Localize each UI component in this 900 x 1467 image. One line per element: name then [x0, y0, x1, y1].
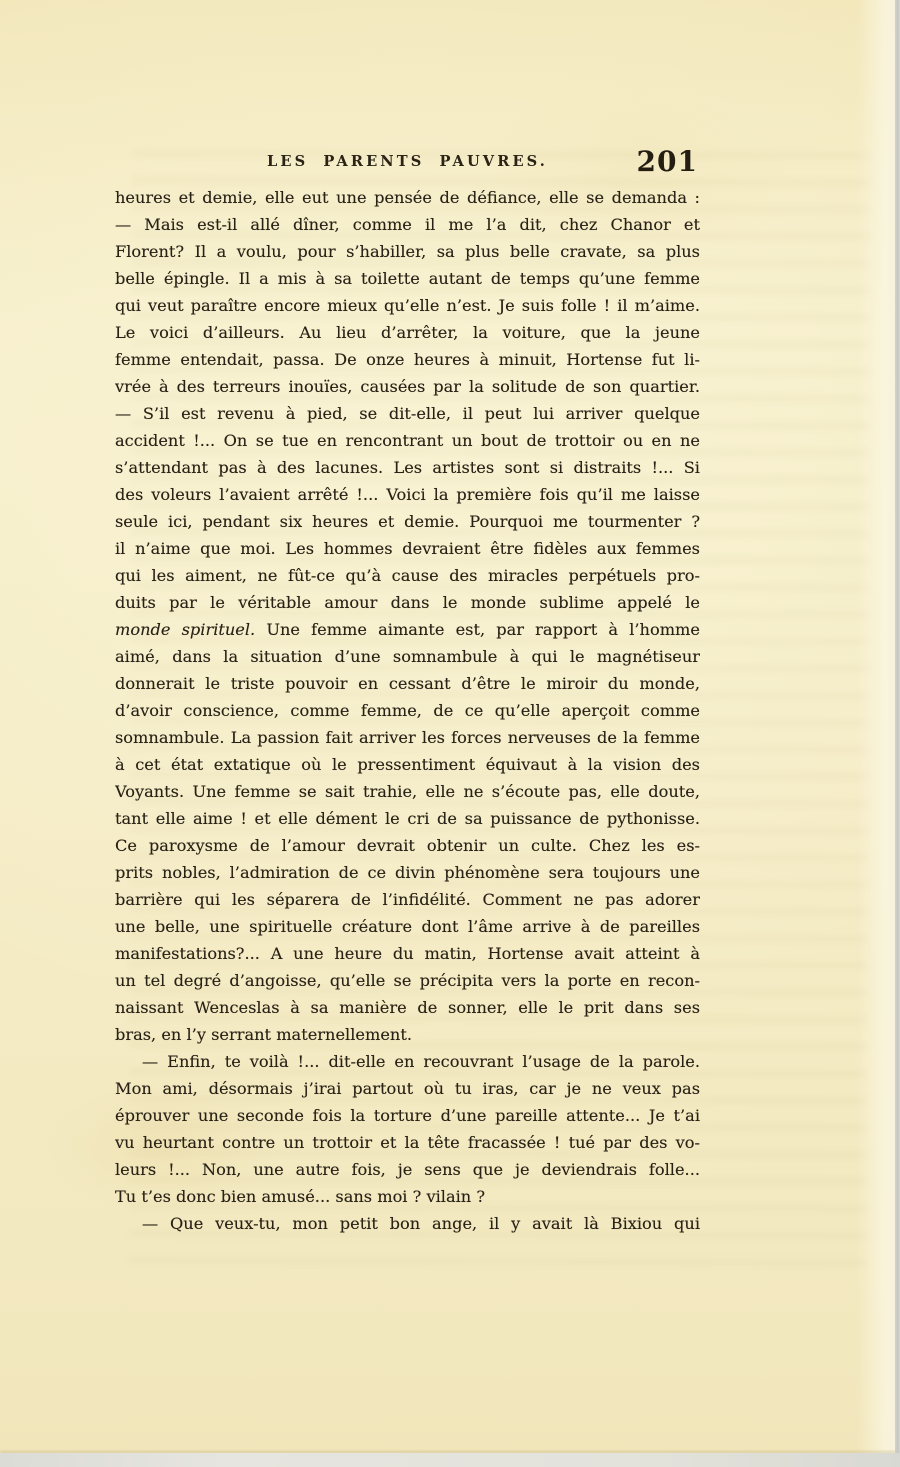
text-segment: naissant Wenceslas à sa manière de sonner, elle le prit dans ses — [115, 998, 700, 1017]
text-segment: duits par le véritable amour dans le monde sublime appelé le — [115, 593, 700, 612]
text-segment: à cet état extatique où le pressentiment équivaut à la vision des — [115, 755, 700, 774]
text-line — [115, 724, 700, 751]
text-segment: il n’aime que moi. Les hommes devraient être fidèles aux femmes — [115, 539, 700, 558]
text-segment: vrée à des terreurs inouïes, causées par la solitude de son quartier. — [115, 377, 700, 396]
text-segment: tant elle aime ! et elle dément le cri de sa puissance de pythonisse. — [115, 809, 700, 828]
text-line — [115, 184, 700, 211]
text-segment: vu heurtant contre un trottoir et la tête fracassée ! tué par des vo- — [115, 1133, 700, 1152]
text-line — [115, 265, 700, 292]
running-header — [115, 145, 700, 183]
text-line — [115, 508, 700, 535]
text-line — [115, 1156, 700, 1183]
text-line — [115, 481, 700, 508]
text-segment: bras, en l’y serrant maternellement. — [115, 1025, 412, 1044]
text-line — [115, 238, 700, 265]
text-line — [115, 994, 700, 1021]
text-line — [115, 1183, 700, 1210]
text-segment: s’attendant pas à des lacunes. Les artistes sont si distraits !... Si — [115, 458, 700, 477]
text-line — [115, 1129, 700, 1156]
text-segment: femme entendait, passa. De onze heures à minuit, Hortense fut li- — [115, 350, 700, 369]
text-segment: — Enfin, te voilà !... dit-elle en recouvrant l’usage de la parole. — [142, 1052, 700, 1071]
text-line — [115, 535, 700, 562]
text-line — [115, 454, 700, 481]
running-title: LES PARENTS PAUVRES. — [267, 153, 548, 170]
text-segment: somnambule. La passion fait arriver les forces nerveuses de la femme — [115, 728, 700, 747]
text-segment: Une femme aimante est, par rapport à l’homme — [255, 620, 700, 639]
text-segment: Voyants. Une femme se sait trahie, elle ne s’écoute pas, elle doute, — [115, 782, 700, 801]
scan-right-edge — [895, 0, 900, 1467]
text-segment: donnerait le triste pouvoir en cessant d’être le miroir du monde, — [115, 674, 700, 693]
scan-bottom-edge — [0, 1453, 900, 1467]
text-segment: une belle, une spirituelle créature dont l’âme arrive à de pareilles — [115, 917, 700, 936]
text-line — [115, 778, 700, 805]
page-body-text — [115, 184, 700, 1237]
text-line — [115, 346, 700, 373]
scan-right-paper-edge — [857, 0, 895, 1467]
text-segment: d’avoir conscience, comme femme, de ce qu’elle aperçoit comme — [115, 701, 700, 720]
text-segment: Ce paroxysme de l’amour devrait obtenir un culte. Chez les es- — [115, 836, 700, 855]
text-line — [115, 697, 700, 724]
text-line — [115, 562, 700, 589]
text-line — [115, 670, 700, 697]
text-line — [115, 751, 700, 778]
text-line — [115, 1102, 700, 1129]
text-segment: prits nobles, l’admiration de ce divin phénomène sera toujours une — [115, 863, 700, 882]
text-line — [115, 1021, 700, 1048]
text-line — [115, 859, 700, 886]
text-segment: qui les aiment, ne fût-ce qu’à cause des miracles perpétuels pro- — [115, 566, 700, 585]
text-segment: Le voici d’ailleurs. Au lieu d’arrêter, la voiture, que la jeune — [115, 323, 700, 342]
text-line — [115, 832, 700, 859]
text-line — [115, 805, 700, 832]
text-segment: — S’il est revenu à pied, se dit-elle, il peut lui arriver quelque — [115, 404, 700, 423]
text-segment: Mon ami, désormais j’irai partout où tu iras, car je ne veux pas — [115, 1079, 700, 1098]
text-line — [115, 1075, 700, 1102]
text-segment: belle épingle. Il a mis à sa toilette autant de temps qu’une femme — [115, 269, 700, 288]
text-segment: Florent? Il a voulu, pour s’habiller, sa plus belle cravate, sa plus — [115, 242, 700, 261]
text-segment: éprouver une seconde fois la torture d’une pareille attente... Je t’ai — [115, 1106, 700, 1125]
text-line — [115, 1210, 700, 1237]
text-segment: — Que veux-tu, mon petit bon ange, il y avait là Bixiou qui — [142, 1214, 700, 1233]
text-line — [115, 373, 700, 400]
text-segment: barrière qui les séparera de l’infidélité. Comment ne pas adorer — [115, 890, 700, 909]
italic-text-segment: monde spirituel. — [115, 620, 256, 639]
text-line — [115, 940, 700, 967]
text-line — [115, 319, 700, 346]
text-segment: Tu t’es donc bien amusé... sans moi ? vilain ? — [115, 1187, 486, 1206]
text-line — [115, 400, 700, 427]
page-number: 201 — [636, 145, 698, 178]
text-segment: leurs !... Non, une autre fois, je sens que je deviendrais folle... — [115, 1160, 700, 1179]
text-segment: seule ici, pendant six heures et demie. Pourquoi me tourmenter ? — [115, 512, 700, 531]
text-line — [115, 643, 700, 670]
text-line — [115, 292, 700, 319]
text-line — [115, 427, 700, 454]
text-line — [115, 616, 700, 643]
text-segment: — Mais est-il allé dîner, comme il me l’a dit, chez Chanor et — [115, 215, 700, 234]
text-line — [115, 913, 700, 940]
text-segment: des voleurs l’avaient arrêté !... Voici la première fois qu’il me laisse — [115, 485, 700, 504]
text-line — [115, 589, 700, 616]
text-segment: un tel degré d’angoisse, qu’elle se précipita vers la porte en recon- — [115, 971, 700, 990]
text-segment: heures et demie, elle eut une pensée de défiance, elle se demanda : — [115, 188, 700, 207]
text-segment: manifestations?... A une heure du matin, Hortense avait atteint à — [115, 944, 700, 963]
text-line — [115, 886, 700, 913]
text-line — [115, 967, 700, 994]
text-line — [115, 211, 700, 238]
text-segment: qui veut paraître encore mieux qu’elle n’est. Je suis folle ! il m’aime. — [115, 296, 700, 315]
text-line — [115, 1048, 700, 1075]
text-segment: aimé, dans la situation d’une somnambule à qui le magnétiseur — [115, 647, 700, 666]
text-segment: accident !... On se tue en rencontrant un bout de trottoir ou en ne — [115, 431, 700, 450]
